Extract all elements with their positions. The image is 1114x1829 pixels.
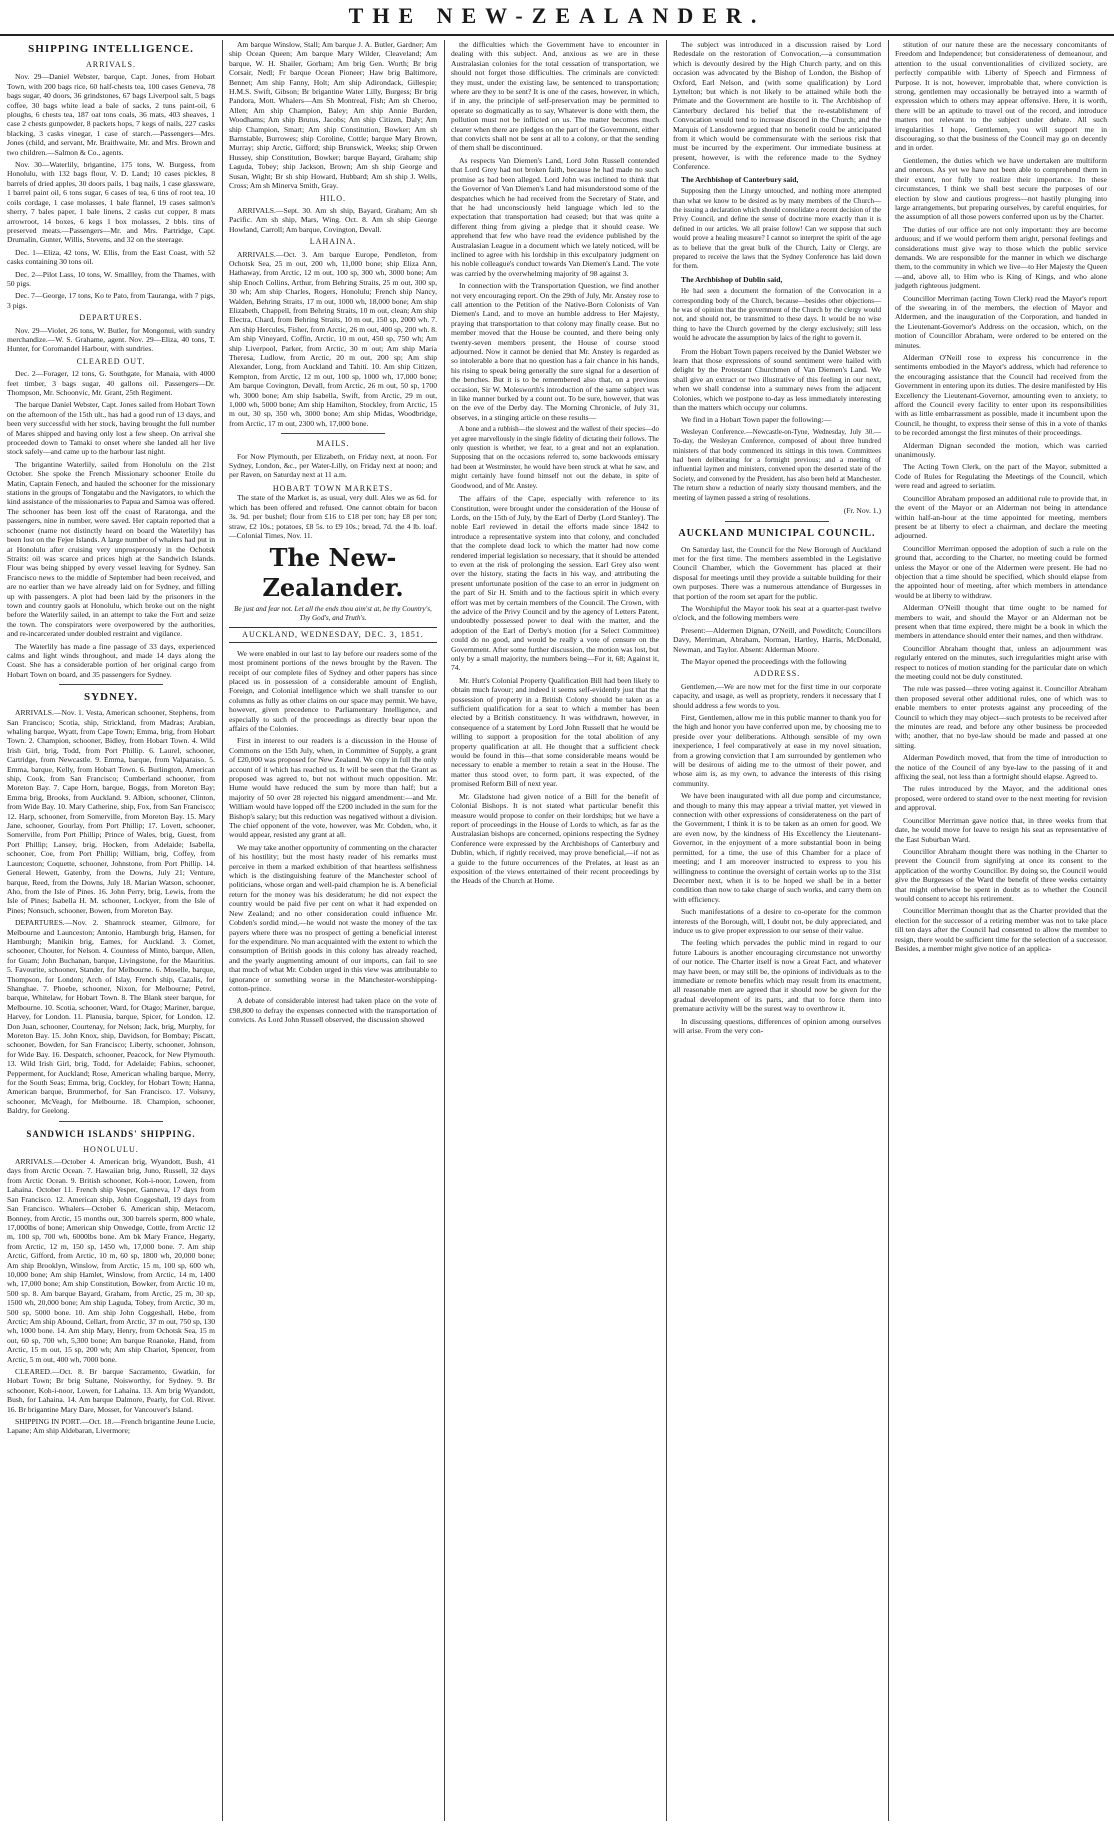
honolulu-arrivals: ARRIVALS.—October 4. American brig, Wyandott, Bush, 41 days from Arctic Ocean. 7. Hawaiian brig, Juno, Russell, 32 days from Arctic Ocean. 9. British schooner, Koh-i-noor, Lowen, from Lahaina. October 11. French ship Vesper, Ganneva, 17 days from San Francisco. 12. American ship, John Coggeshall, 19 days from San Francisco. Whalers—October 6. American ship, Metacom, Bonney, from Arctic, 15 months out, 300 barrels sperm, 800 whale, 17,000lbs of bone; American ship Onwedge, Cottle, from Arctic 12 m, 100 sp, 700 wh, 6000lbs bone. Am bk Mary France, Hegarty, from Arctic, 12 m, 150 sp, 1450 wh, 17,000 bone. 7. Am ship Arctic, Gifford, from Arctic, 10 m, 60 sp, 1800 wh, 20,000 bone; Am ship Brooklyn, Winslow, from Arctic, 15 m, 100 sp, 600 wh, 10,000 bone; Am ship Hamlet, Winslow, from Arctic, 14 m, 1400 wh, 17,000 bone; Am ship Constitution, Bowker, from Arctic 10 m, 500 sp. 8. Am barque Bayard, Graham, from Arctic, 25 m, 30 sp, 1500 wh, 20,000 bone; Am ship Laguda, Tobey, from Arctic, 30 m, 500 sp, 5000 bone. 10. Am ship John Coggeshall, Hebe, from Arctic; Am ship Abound, Cellart, from Arctic, 37 m out, 750 sp, 130 wh, 1000 bone. 14. Am ship Mary, Henry, from Ochotsk Sea, 15 m out, 60 sp, 700 wh, 5,300 bone; Am barque Roanoke, Hand, from Arctic, 15 m out, 15 sp, 200 wh; Am ship Chariot, Spencer, from Arctic, 5 m out, 400 wh, 7000 bone. bbox=[7, 1157, 215, 1364]
column-2 bbox=[222, 40, 444, 1823]
council-paragraph: Councillor Merriman gave notice that, in three weeks from that date, he would move for leave to resign his seat as representative of the East Suburban Ward. bbox=[895, 815, 1107, 844]
address-paragraph: In discussing questions, differences of opinion among ourselves will arise. From the very con- bbox=[673, 1016, 881, 1035]
address-paragraph: We have been inaugurated with all due pomp and circumstance, and though to many this may appear a trivial matter, yet viewed in connection with other expressions of considerateness on the part of the Government, I think it is to be taken as an omen for good. We are even now, by the kindness of His Excellency the Lieutenant-Governor, in the enjoyment of a more substantial boon in being permitted, for a time, the use of this Chamber for a place of meeting; and I am moreover instructed to express to you his willingness to continue the oversight of certain works up to the 31st December next, when it is to be hoped we shall be in a better condition than now to take charge of such works, and carry them on with efficiency. bbox=[673, 791, 881, 904]
speaker-label: The Archbishop of Canterbury said, bbox=[681, 174, 799, 184]
editorial-paragraph: From the Hobart Town papers received by the Daniel Webster we learn that those expressions of sound sentiment were hailed with delight by the Protestant Churchmen of Van Diemen's Land. We shall give an extract or two illustrative of this feeling in our next, when we shall condense into a summary news from the adjacent Colonies, which we postpone to-day as less immediately interesting than the matters which occupy our columns. bbox=[673, 346, 881, 413]
council-paragraph: Councillor Merriman opposed the adoption of such a rule on the ground that, according to the Charter, no meeting could be formed unless the Mayor or one of the Aldermen were present. He had no objection that a time should be specified, which should elapse from the appointed hour of meeting, after which members in attendance would be at liberty to withdraw. bbox=[895, 543, 1107, 600]
address-paragraph: The feeling which pervades the public mind in regard to our future Labours is another encouraging circumstance not unworthy of our notice. The Charter itself is now a Great Fact, and whatever may have been, or may still be, the opinions of individuals as to the immediate or remote benefits which may result from its enactment, all reasonable men are agreed that it should now be given for the gradual development of its parts, and that to force them into premature activity will be the surest way to overthrow it. bbox=[673, 938, 881, 1014]
cleared-label: CLEARED OUT. bbox=[76, 356, 146, 366]
quoted-extract: He had seen a document the formation of the Convocation in a corresponding body of the Church, because—besides other objections—he was of opinion that the government of the Church by the clergy would not, and should not, be transmitted to these days. It would be no wise thing to have the Church governed by the clergy exclusively; still less would he advocate the assumption by laics of the right to govern it. bbox=[673, 287, 881, 343]
quoted-extract: A bone and a rubbish—the slowest and the wallest of their species—do yet agree marvellously in the single fidelity of dictating their follows. The only question is whether, we fear, to a great and not an explanation. Supposing that on the occasions referred to, some backwoods emissary had been at Westminster, he would have been struck at what he saw, and might certainly have found himself not out the debate, in spite of Goodwood, and of Mr. Anstey. bbox=[451, 425, 659, 490]
shipping-in-port: SHIPPING IN PORT.—Oct. 18.—French brigantine Jeune Lucie, Lapane; Am ship Aldebaran, Livermore; bbox=[7, 1417, 215, 1436]
council-paragraph: The rule was passed—three voting against it. Councillor Abraham then proposed several other additional rules, one of which was to enable members to enter protests against any proceeding of the Council to which they may object—such protests to be received after the minutes are read, and before any other business be proceeded with; another, that no bye-law should be made and passed at one sitting. bbox=[895, 684, 1107, 750]
editorial-paragraph: Mr. Hutt's Colonial Property Qualification Bill had been likely to obtain much favour; and indeed it seems self-evidently just that the possession of property in a British Colony should be taken as a sufficient qualification for a seat to which a member has been elected by a British constituency. It was withdrawn, however, in consequence of a statement by Lord John Russell that he would be willing to support a proposition for the total abolition of any property qualification at all. He thought that a sufficient check would be found in this—that some considerable means would be necessary to enable a member to retain a seat in the House. The matter thus stood over, to form part, it was expected, of the promised Reform Bill of next year. bbox=[451, 675, 659, 789]
council-paragraph: On Saturday last, the Council for the New Borough of Auckland met for the first time. The members assembled in the Legislative Council Chamber, which the Government has placed at their disposal for meetings until they provide a suitable building for their own purposes. There was a numerous attendance of Burgesses in that portion of the room set apart for the public. bbox=[673, 544, 881, 601]
dateline: AUCKLAND, WEDNESDAY, DEC. 3, 1851. bbox=[229, 627, 437, 642]
cleared-text: Dec. 2—Forager, 12 tons, G. Southgate, for Manaia, with 4000 feet timber, 3 bags sugar, 40 gallons oil. Passengers—Dr. Thompson, Mr. Schoonvic, Mr. Grant, 25th Regiment. bbox=[7, 369, 215, 397]
editorial-paragraph: We may take another opportunity of commenting on the character of his hostility; but the most hasty reader of his remarks must perceive in them a marked exhibition of that heartless selfishness which is the distinguishing feature of the Manchester school of politicians, whose organ and well-paid champion he is. A beneficial return for the money was his desideratum; he did not expect the country would be paid five per cent on what it had expended on New Zealand; and no other consideration could influence Mr. Cobden's sordid mind,—he would not waste the money of the tax payers where there was no prospect of getting a beneficial interest for the expenditure. No man acquainted with the extent to which the consumption of British goods in this colony has already reached, and the yearly augmenting amount of our imports, can fail to see that much of what Mr. Cobden urged in this view was attributable to ignorance or something worse in the Manchester-worshipping-cotton-prince. bbox=[229, 842, 437, 993]
council-paragraph: The Acting Town Clerk, on the part of the Mayor, submitted a Code of Rules for Regulating the Meetings of the Council, which were read and agreed to seriatim. bbox=[895, 462, 1107, 491]
address-paragraph: First, Gentlemen, allow me in this public manner to thank you for the high and honor you have conferred upon me, by choosing me to preside over your deliberations. Although sensible of my own inexperience, I feel comparatively at ease in my novel situation, from a growing conviction that I am surrounded by gentlemen who will be desirous of aiding me to the utmost of their power, and whose aim is, as my own, to advance the interests of this rising community. bbox=[673, 713, 881, 788]
editorial-paragraph: the difficulties which the Government have to encounter in dealing with this subject. And, anxious as we are in these Australasian colonies for the total cessation of transportation, we should not forget those difficulties. The criminals are convicted: they must, under the existing law, be sentenced to transportation; where are they to be sent? It is one of the cases, however, in which, if in any, the principle of self-preservation may be permitted to operate so dogmatically as to say, Whatever is done with them, the pollution must not be inflicted on us. The matter becomes much clearer when there are pledges on the part of the Government, either that convicts shall not be sent at all to a colony, or that the sending of them shall be discontinued. bbox=[451, 40, 659, 153]
honolulu-label: HONOLULU. bbox=[83, 1144, 139, 1154]
council-paragraph: Alderman Dignan seconded the motion, which was carried unanimously. bbox=[895, 440, 1107, 460]
address-paragraph: stitution of our nature these are the necessary concomitants of Freedom and Independence; but considerateness of demeanour, and attention to the usual conventionalities of civilized society, are perfectly compatible with Liberty of Speech and Firmness of Purpose. It is not, however, improbable that, where conviction is strong, gentlemen may occasionally be betrayed into a warmth of expression which to others may appear offensive. Here, it is worth, there will be an aptitude to travel out of the record, and introduce matters not relevant to the subject under debate. All such irregularities I hope, Gentlemen, you will support me in discouraging, so that the business of the Council may go on decently and in order. bbox=[895, 40, 1107, 153]
editorial-paragraph: Mr. Gladstone had given notice of a Bill for the benefit of Colonial Bishops. It is not stated what particular benefit this measure would propose to confer on their lordships; but we have a report of proceedings in the House of Lords to which, as far as the Australasian bishops are concerned, opinions respecting the Sydney Conference were expressed by the Archbishops of Canterbury and Dublin, which, if rightly received, may prove beneficial,—if not as a guide to the future occurrences of the Prelates, at least as an exposition of the views entertained of their recent proceedings by the Heads of the Church at Home. bbox=[451, 791, 659, 886]
quoted-extract: Supposing then the Liturgy untouched, and nothing more attempted than what we know to be desired as by many members of the Church—the issuing a declaration which should consolidate a recent decision of the Privy Council, and define the sense of doctrine more exactly than it is defined in our articles. We all praise follow! Can we suppose that such would prove a healing measure? I cannot so interpret the spirit of the age as to believe that the great bulk of the Church, Laity or Clergy, are prepared to receive the laws that the Sydney Conference has laid down for them. bbox=[673, 187, 881, 271]
news-paragraph: The brigantine Waterlily, sailed from Honolulu on the 21st October. She spoke the French Missionary schooner Etoile du Matin, Captain Fenech, and hauled the schooner for the missionary stations in the groups of Tongatabu and the Navigators, to which the kind assistance of the missionaries to Papua and Samoa was offered. The schooner has been lost off the coast of Raratonga, and the passengers, nine in number, were saved. Her captain reported that a schooner (name not distinctly heard on board the Waterlily) has been lost on the Fejee Islands. A large number of whalers had put in at Honolulu after cruising very unprosperously in the Ochotsk Straits: oil was scarce and prices high at the Sandwich Islands. Flour was being shipped by every vessel leaving for Sydney. San Francisco news to the middle of September had been received, and are no earlier than we have already laid on for Sydney, and filling up with passengers. A plot had been laid by the prisoners in the town and country gaols at Honolulu, which broke out on the night before the Waterlily sailed, in an attempt to take the Fort and seize the town. The conspirators were overpowered by the authorities, and re-incarcerated under doubled restraint and vigilance. bbox=[7, 459, 216, 639]
sandwich-islands-heading: SANDWICH ISLANDS' SHIPPING. bbox=[26, 1128, 196, 1139]
section-divider bbox=[281, 433, 385, 434]
municipal-council-heading: AUCKLAND MUNICIPAL COUNCIL. bbox=[678, 527, 876, 539]
arrival-entry: Nov. 30—Waterlily, brigantine, 175 tons, W. Burgess, from Honolulu, with 132 bags flour, V. D. Land; 10 cases pickles, 8 barrels of dried apples, 30 doors pails, 1 bag nails, 1 case glassware, 1 barrel paint oil, 6 tons sugar, 6 cases of tea, 6 tins of root tea, 10 coils cordage, 1 case molasses, 1 bale flannel, 19 cases salmon's sherry, 7 bales paper, 1 bale linens, 2 casks cut copper, 8 mats arrowroot, 14 boxes, 6 kegs 1 box molasses, 2 bbls. tins of preserved meats.—Passengers—Mr. and Mrs. Partridge, Capt. Drumalin, Gunter, Willis, Stevens, and 32 on the steerage. bbox=[7, 160, 215, 245]
shipping-intelligence-heading: SHIPPING INTELLIGENCE. bbox=[28, 43, 194, 55]
address-label: ADDRESS. bbox=[753, 669, 801, 679]
shipping-continued: Am barque Winslow, Stall; Am barque J. A. Butler, Gardner; Am ship Ocean Queen; Am barque Mary Wilder, Cleaveland; Am barque, W. H. Shailer, Gorham; Am brig Gen. Worth; Br brig Corsair, Nedl; Fr barque Ocean Pioneer; Haw brig Baltimore, Bennet; Am ship Fanny, Holt; Am ship Adirondack, Gillespie; H.M.S. Swift, Gibson; Br brigantine Water Lilly, Burgess; Br brig Pandora, Mott. Whalers—Am Sh Montreal, Fish; Am sh Cheroo, Allen; Am ship Champion, Baley; Am ship Annie Burden, Woodhams; Am ship Brutus, Jacobs; Am ship Citizen, Daly; Am ship Champion, Smart; Am ship Constitution, Bowker; Am sh Barnstable, Burrowes; ship Coroline, Cottle; barque Mary Brown, Murray; ship Arctic, Gifford; ship Brunswick, Weeks; ship Orwen Hussey, ship Constitution, Bowker; barque Bayard, Graham; ship Laguda, Tobey; ship Jackson, Brown; Am sh ship George and Susan, Wight; Br sh ship Howard, Hubbard; Am sh ship J. Wells, Cross; Am sh Minerva Smith, Gray. bbox=[229, 40, 437, 191]
arrival-entry: Nov. 29—Daniel Webster, barque, Capt. Jones, from Hobart Town, with 200 bags rice, 60 half-chests tea, 100 cases Geneva, 78 bags sugar, 40 doors, 36 grindstones, 67 bags Liverpool salt, 5 bags coffee, 30 bags white lead a bale of sacks, 2 tuns paint-oil, 6 ploughs, 6 chests tea, 187 oat tons coals, 36 mats, 403 sheaves, 1 case 2 chests gunpowder, 8 packets hops, 7 kegs of nails, 227 casks blacking, 3 casks vinegar, 1 case of starch.—Passengers—Mrs. Jones (child, and servant, Mr. Braithwaite, Mr. and Mrs. Brown and two children.—Salmon & Co., agents. bbox=[7, 72, 215, 157]
mails-label: MAILS. bbox=[316, 439, 350, 449]
section-divider bbox=[725, 521, 829, 522]
market-text: The state of the Market is, as usual, very dull. Ales we as 6d. for which has been offered and refused. One cannot obtain for bacon 3s. 9d. per bushel; flour from £16 to £18 per ton; hay £8 per ton; straw, £2 10s.; potatoes, £8 5s. to £9 10s.; bread, 7d. the 4 lb. loaf.—Colonial Times, Nov. 11. bbox=[229, 493, 437, 540]
council-paragraph: Councillor Abraham thought there was nothing in the Charter to prevent the Council from signifying at once its consent to the application of the worthy Councillor. By doing so, the Council would give the Burgesses of the Ward the benefit of three weeks certainty that might otherwise be spent in doubt as to whether the Council would consent to accept his retirement. bbox=[895, 846, 1107, 903]
column-1 bbox=[0, 40, 222, 1823]
speaker-label: The Archbishop of Dublin said, bbox=[681, 274, 783, 284]
paper-motto: Be just and fear not. Let all the ends thou aim'st at, be thy Country's, Thy God's, and Truth's. bbox=[234, 605, 432, 623]
arrival-entry: Dec. 2—Pilot Lass, 10 tons, W. Smallley, from the Thames, with 50 pigs. bbox=[7, 269, 215, 288]
council-paragraph: The Worshipful the Mayor took his seat at a quarter-past twelve o'clock, and the following members were bbox=[673, 603, 881, 623]
council-paragraph: Councillor Abraham thought that, unless an adjournment was regularly entered on the minutes, such irregularities might arise with respect to notices of motion standing for the particular date on which the meeting could not be duly constituted. bbox=[895, 643, 1107, 681]
council-paragraph: Councillor Merriman (acting Town Clerk) read the Mayor's report of the swearing in of the members, the election of Mayor and Aldermen, and the inauguration of the Corporation, and handed in the Lieutenant-Governor's Address on the occasion, which, on the motion of Councillor Abraham, were ordered to be entered on the minutes. bbox=[895, 293, 1107, 350]
editorial-paragraph: The affairs of the Cape, especially with reference to its Constitution, were brought under the consideration of the House of Lords, on the 15th of July, by the Earl of Derby (Lord Stanley). The noble Earl reviewed in detail the efforts made since 1842 to introduce a representative system into that colony, and concluded that the complete dead lock to which the matter had now come rendered imperial legislation so necessary, that it should be attended to even at the risk of prolonging the session. Earl Grey also went over the history, stating the facts in his way, and attributing the present unfortunate position of the case to an error in judgment on the part of Sir H. Smith and to the factious spirit in which every effort was met by certain members of the Council. The Crown, with the advice of the Privy Council and by the agency of Letters Patent, undoubtedly possessed power to deal with the matter, and the adoption of the Earl of Derby's motion (for a Select Committee) could do no good, and would be really a vote of censure on the Government. After some further discussion, the motion was lost, but only by a small majority, the numbers being—For it, 68; Against it, 74. bbox=[451, 494, 659, 673]
editorial-paragraph: We were enabled in our last to lay before our readers some of the most prominent portions of the news brought by the Raven. The receipt of our complete files of Sydney and other papers has since placed us in possession of a considerable amount of English, Foreign, and Colonial intelligence which we shall transfer to our columns as fully as other claims on our space may permit. We have, however, given precedence to Parliamentary Intelligence, and especially to such of the proceedings as directly bear upon the affairs of the Colonies. bbox=[229, 648, 437, 733]
news-paragraph: The barque Daniel Webster, Capt. Jones sailed from Hobart Town on the afternoon of the 15th ult., has had a good run of 13 days, and been very successful with her stock, having brought the full number of Mares shipped and having only lost a few sheep. On arrival she proceeded down to Tamaki to onset where she landed all her live stock safely—and came up to the harbour last night. bbox=[7, 400, 215, 457]
paper-title: The New-Zealander. bbox=[262, 543, 404, 603]
column-3 bbox=[444, 40, 666, 1823]
section-divider bbox=[59, 684, 163, 685]
arrival-entry: Dec. 7—George, 17 tons, Ko te Pato, from Tauranga, with 7 pigs, 3 pigs. bbox=[7, 291, 215, 310]
editorial-paragraph: A debate of considerable interest had taken place on the vote of £98,800 to defray the expenses connected with the transportation of convicts. As Lord John Russell observed, the discussion showed bbox=[229, 996, 437, 1025]
arrival-entry: Dec. 1—Eliza, 42 tons, W. Ellis, from the East Coast, with 52 casks containing 30 tons oil. bbox=[7, 247, 215, 267]
market-label: HOBART TOWN MARKETS. bbox=[272, 483, 394, 493]
council-paragraph: Alderman Powditch moved, that from the time of introduction to the notice of the Council of any bye-law to the passing of it and affixing the seal, not less than a fortnight should elapse. Agreed to. bbox=[895, 753, 1107, 782]
council-paragraph: The rules introduced by the Mayor, and the additional ones proposed, were ordered to stand over to the next meeting for revision and approval. bbox=[895, 784, 1107, 813]
column-5 bbox=[888, 40, 1114, 1823]
council-paragraph: Alderman O'Neill rose to express his concurrence in the sentiments embodied in the Mayor's address, which had reference to the encouraging assistance that the Council had received from the Government in entering upon its duties. The desire manifested by His Excellency the Lieutenant-Governor, amounting even to anxiety, to afford the Council every facility to enter upon its responsibilities with as little embarrassment as possible, made it incumbent upon the Council, he thought, to express their sense of this in a vote of thanks to be recorded amongst the first minutes of their proceedings. bbox=[895, 353, 1107, 438]
editorial-paragraph: We find in a Hobart Town paper the following:— bbox=[681, 415, 832, 425]
editorial-paragraph: In connection with the Transportation Question, we find another not very encouraging report. On the 29th of July, Mr. Anstey rose to call attention to the Petition of the Native-Born Colonists of Van Diemen's Land, and to move an humble address to Her Majesty, praying that transportation to that colony may finally cease. But no member moved that the House be counted, and there being only twenty-seven members present, the House of course stood adjourned. Now it cannot be denied that Mr. Anstey is regarded as so intolerable a bore that no question has a fair chance in his hands, his rising to speak being generally the sure signal for a desertion of the benches. But it is to be remembered also that, on a previous occasion, Sir W. Molesworth's introduction of the same subject was in like manner burked by a count out. To be sure, however, that was on the eve of the Derby day. The Morning Chronicle, of July 31, observes, in a stinging article on these results— bbox=[451, 281, 659, 422]
masthead bbox=[0, 0, 1114, 36]
editorial-paragraph: First in interest to our readers is a discussion in the House of Commons on the 15th July, when, in Committee of Supply, a grant of £20,000 was proposed for New Zealand. We copy in full the only account of it which has reached us. It will be seen that the Grant as proposed was agreed to, but not without much opposition. Mr. Hume would have reduced the sum by more than half; but a majority of 50 over 28 rejected his niggard amendment:—and Mr. William would have lopped off the £200 included in the sum for the Bishop's salary; but this reduction was negatived without a division. The chief opponent of the vote, however, was Mr. Cobden, who, it would appear, resisted any grant at all. bbox=[229, 736, 437, 840]
departures-label: DEPARTURES. bbox=[79, 313, 143, 323]
masthead-title: THE NEW-ZEALANDER. bbox=[348, 3, 766, 28]
editorial-paragraph: As respects Van Diemen's Land, Lord John Russell contended that Lord Grey had not broken faith, because he had made no such promise as had been alleged. Lord John was inclined to think that the Governor of Van Diemen's Land had misunderstood some of the despatches which he had received from the Secretary of State, and that he had unconsciously held language which led to the expectation that transportation had ceased; but that was quite a different thing from giving a pledge that it should cease. We apprehend that few who have read the evidence published by the Australasian League in a document which we lately noticed, will be inclined to agree with his lordship in this exculpatory judgment on his noble colleague's conduct towards Van Diemen's Land. The vote was carried by the overwhelming majority of 98 against 3. bbox=[451, 155, 659, 278]
section-divider bbox=[59, 1121, 163, 1122]
hilo-text: ARRIVALS.—Sept. 30. Am sh ship, Bayard, Graham; Am sh Pacific. Am sh ship, Mars, Wing. Oct. 8. Am sh ship George Howland, Carroll; Am barque, Covington, Devall. bbox=[229, 205, 437, 234]
sydney-arrivals: ARRIVALS.—Nov. 1. Vesta, American schooner, Stephens, from San Francisco; Scotia, ship, Strickland, from Madras; Arabian, whaling barque, Wyatt, from Cape Town; Emma, brig, from Hobart Town. 2. Champion, schooner, Bidley, from Hobart Town. 4. Wild Irish Girl, brig, Todd, from Port Phillip. 6. Laurel, schooner, Cartridge, from Newcastle. 9. Emma, barque, from Valparaiso. 5. Emma, barque, Kelly, from Hobart Town. 6. Burlington, American ship, Cook, from San Francisco; Cumberland schooner, from Moreton Bay. 7. Cape Horn, barque, Boggs, from Moreton Bay; Emma brig, Brooks, from Auckland. 9. Albion, schooner, Clinton, from Wide Bay. 10. Mary Catherine, ship, Fox, from San Francisco; 12. Harp, schooner, from Somerville, from Moreton Bay. 15. Mary Jane, schooner, Gourlay, from Port Phillip; 17. Lovett, schooner, Somerville, from Port Phillip; Prince of Wales, brig, Guest, from Port Phillip; Lansey, brig, Hocken, from Adelaide; Isabella, schooner, Coe, from Port Phillip; William, brig, Coffey, from Launceston; Coquette, schooner, Johnstone, from Port Phillip. 14. General Hewett, Gatenby, from the Downs, July 21; Venture, barque, Reed, from the Downs, July 18. Marian Watson, schooner, Aho, from the Isle of Pines. 16. John Perry, brig, Lewis, from the Isle of Pines; Isabella H. M. schooner, Lockyer, from the Isle of Pines; Nonsuch, schooner, Bowen, from Moreton Bay. bbox=[7, 708, 215, 915]
sydney-departures: DEPARTURES.—Nov. 2. Shamrock steamer, Gilmore, for Melbourne and Launceston; Antonio, Hamburgh brig, Hansen, for Hamburgh; Manikin brig, Eames, for Auckland. 3. Comet, schooner, Chouter, for Nelson. 4. Countess of Minto, barque, Allen, for Guam; John Buchanan, barque, Livingstone, for the Mauritius. 5. Favourite, schooner, Stander, for Melbourne. 6. Moselle, barque, Thompson, for London; Arch of Islay, French ship, Cazalis, for Shanghae. 7. Phoebe, schooner, Nixon, for Melbourne; Petrel, barque, Whitelaw, for Hobart Town. 8. The Blank steer barque, for Melbourne. 10. Scotia, schooner, Ward, for Otago; Mariner, barque, Harvey, for London. 11. Planusia, barque, Spicer, for London. 12. Don Juan, schooner, Courtenay, for Nelson; Jack, brig, Murphy, for Moreton Bay. 15. John Knox, ship, Davidson, for Bombay; Piscatt, schooner, Bowden, for San Francisco; Liberty, schooner, Johnson, for Wide Bay. 16. Despatch, schooner, Peacock, for New Plymouth. 13. Wild Irish Girl, brig, Todd, for Adelaide; Fabius, schooner, Pepperment, for Auckland; Rose, American whaling barque, Merry, for the South Seas; Emma, brig, Cockley, for Hobart Town; Hanna, American barque, Brummerhof, for San Francisco. 17. Volsuvy, schooner, McVeagh, for Melbourne. 18. Champion, schooner, Baldry, for Geelong. bbox=[7, 918, 215, 1116]
address-paragraph: Gentlemen, the duties which we have undertaken are multiform and onerous. As yet we have not been able to comprehend them in their extent, nor fully to realize their importance. In these circumstances, I think we shall best secure the purposes of our election by slow and cautious progress—not hastily plunging into large arrangements, but preparing ourselves, by careful enquiries, for the assumption of all those powers conferred upon us by the Charter. bbox=[895, 155, 1107, 222]
council-paragraph: Present:—Aldermen Dignan, O'Neill, and Powditch; Councillors Davy, Merriman, Abraham, Norman, Hartley, Harris, McDonald, Newman, and Taylor. Absent: Alderman Moore. bbox=[673, 625, 881, 654]
column-4 bbox=[666, 40, 888, 1823]
address-paragraph: Gentlemen,—We are now met for the first time in our corporate capacity, and usage, as well as propriety, renders it necessary that I should address a few words to you. bbox=[673, 681, 881, 710]
council-paragraph: Councillor Merriman thought that as the Charter provided that the election for the successor of a retiring member was not to take place till ten days after the Council had consented to allow the member to resign, there would be sufficient time for the selection of a successor. Besides, a member might give notice of an applica- bbox=[895, 906, 1107, 953]
departures-text: Nov. 29—Violet, 26 tons, W. Butler, for Mongonui, with sundry merchandize.—W. S. Grahame, agent. Nov. 29—Eliza, 40 tons, T. Hunter, for Coromandel Harbour, with sundries. bbox=[7, 325, 215, 354]
address-paragraph: The duties of our office are not only important: they are become arduous; and if we would perform them aright, personal feelings and considerations must give way to those which the public service demands. We are responsible for the manner in which we discharge them, to the community in which we live—to Her Majesty the Queen—and, above all, to Him who is King of Kings, and who alone judgeth righteous judgment. bbox=[895, 224, 1107, 291]
council-paragraph: Councillor Abraham proposed an additional rule to provide that, in the event of the Mayor or an Alderman not being in attendance within half-an-hour at the time appointed for meeting, members present be at liberty to elect a chairman, and declare the meeting adjourned. bbox=[895, 493, 1107, 541]
news-paragraph: The Waterlily has made a fine passage of 33 days, experienced calms and light winds throughout, and made 14 days along the Coast. She has a considerable portion of her original cargo from Hobart Town on board, and 35 passengers for Sydney. bbox=[7, 641, 215, 679]
address-paragraph: Such manifestations of a desire to co-operate for the common interests of the Borough, will, I doubt not, be duly appreciated, and induce us to give proper expression to our sense of their value. bbox=[673, 907, 881, 935]
sydney-heading: SYDNEY. bbox=[84, 691, 138, 704]
council-paragraph: The Mayor opened the proceedings with the following bbox=[681, 656, 847, 666]
source-note: (Fr. Nov. 1.) bbox=[843, 506, 881, 516]
lahaina-label: LAHAINA. bbox=[309, 237, 357, 247]
honolulu-cleared: CLEARED.—Oct. 8. Br barque Sacramento, Gwatkin, for Hobart Town; Br brig Sultane, Noisworthy, for Sydney. 9. Br schooner, Koh-i-noor, Lowen, for Lahaina. 13. Am brig Wyandott, Bush, for Lahaina. 14. Am barque Dalmore, Pearly, for Col. River. 16. Br brigantine Mary Dare, Mosset, for Vancouver's Island. bbox=[7, 1367, 215, 1414]
quoted-extract: Wesleyan Conference.—Newcastle-on-Tyne, Wednesday, July 30.—To-day, the Wesleyan Conference, composed of about three hundred ministers of that body commenced its sittings in this town. Committees had been deliberating for a fortnight previous; and a meeting of influential laymen and ministers, convened upon the deserted state of the Society, and convened by the President, has also been held at Manchester. The return show a reduction of nearly sixty thousand members, and the meeting of laymen passed a string of resolutions. bbox=[673, 427, 881, 502]
hilo-label: HILO. bbox=[319, 193, 347, 203]
editorial-paragraph: The subject was introduced in a discussion raised by Lord Redesdale on the restoration of Convocation,—a consummation which is devoutly desired by the High Church party, and on this occasion was advocated by the Bishop of London, the Bishop of Oxford, Earl Nelson, and (with some qualification) by Lord Lyttelton; but which is not likely to be attained while both the Primate and the Government are hostile to it. The Archbishop of Canterbury declared his belief that the re-establishment of Convocation would tend to increase discord in the Church; and the Marquis of Lansdowne argued that no benefit could be anticipated from it which would be commensurate with the serious risk that must be incurred by the experiment. Our immediate business at present, however, is with the reference made to the Sydney Conference. bbox=[673, 40, 881, 172]
mails-text: For Now Plymouth, per Elizabeth, on Friday next, at noon. For Sydney, London, &c., per Water-Lilly, on Friday next at noon; and per Raven, on Saturday next at 11 a.m. bbox=[229, 451, 437, 480]
council-paragraph: Alderman O'Neill thought that time ought to be named for members to wait, and should the Mayor or an Alderman not be present when that time expired, there might be a book in which the members in attendance should enter their names, and then withdraw. bbox=[895, 603, 1107, 641]
lahaina-text: ARRIVALS.—Oct. 3. Am barque Europe, Pendleton, from Ochotsk Sea, 25 m out, 200 wh, 11,000 bone; ship Eliza Ann, Hathaway, from Arctic, 12 m out, 100 sp, 300 wh, 3000 bone; Am ship Enoch Collins, Arthur, from Behring Straits, 25 m out, 300 sp, 30 wh; Am ship Charles, Rogers, Honolulu; French ship Nancy, Walden, Behring Straits, 17 m out, 1000 wh, 18,000 bone; Am ship Elizabeth, Chappell, from Behring Straits, 10 m out, clean; Am ship Electra, Chard, from Behring Straits, 10 m out, 150 sp, 2000 wh. 7. Am ship Hercules, Fisher, from Arctic, 26 m out, 400 sp, 200 wh. 8. Am ship Vineyard, Coffin, Arctic, 10 m out, 450 sp, 750 wh; Am ship Liverpool, Parker, from Arctic, 30 m out; Am ship Maria Theresa, Ludlow, from Arctic, 20 m out, 200 sp; Am ship Alexander, Long, from Auckland and Tahiti. 10. Am ship Citizen, Kempton, from Arctic, 12 m out, 100 sp, 1000 wh, 17,000 bone; Am barque Covington, Devall, from Arctic, 26 m out, 50 sp, 1700 wh, 3000 bone; Am ship Isabella, Swift, from Arctic, 29 m out, 1,000 wh, 5000 bone; Am ship Hamilton, Stockley, from Arctic, 15 m out, 30 sp, 350 wh, 3000 bone; Am ship Midas, Woodbridge, from Arctic, 17 m out, 2300 wh, 17,000 bone. bbox=[229, 249, 437, 428]
arrivals-label: ARRIVALS. bbox=[86, 60, 136, 69]
